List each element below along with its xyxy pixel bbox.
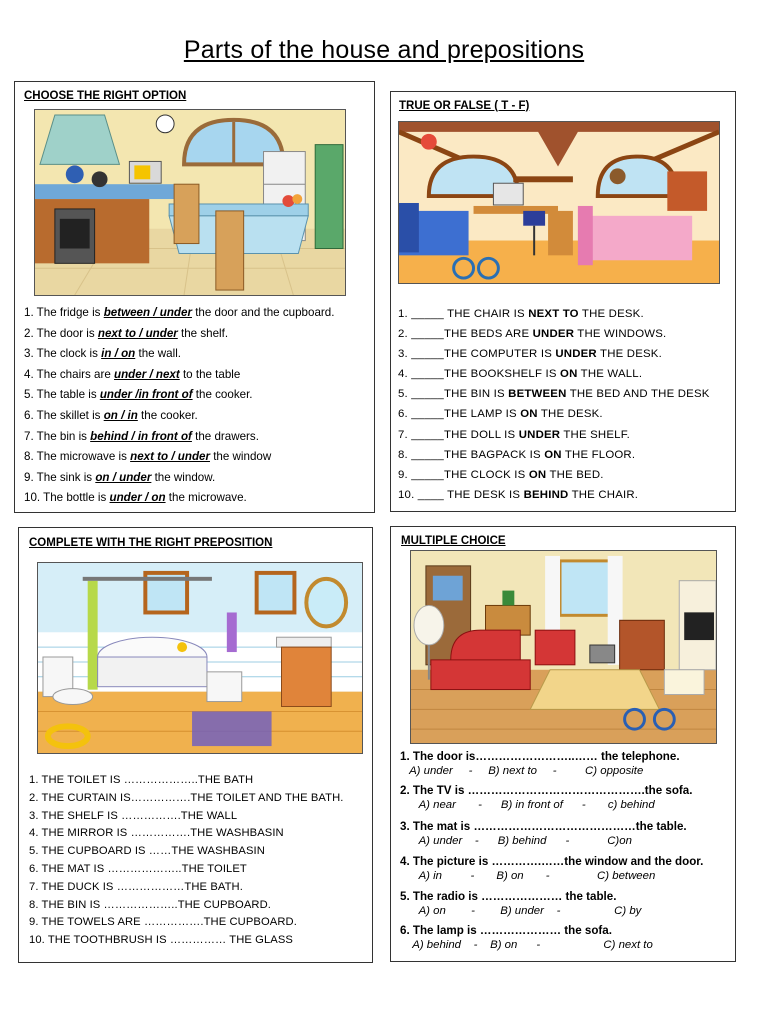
answer-options[interactable]: A) near - B) in front of - c) behind: [400, 799, 655, 811]
list-item: 6. The skillet is on / in the cooker.: [24, 408, 198, 422]
list-item: 6. _____THE LAMP IS ON THE DESK.: [398, 408, 603, 421]
multiple-choice-panel: [390, 526, 736, 962]
list-item: 2. _____THE BEDS ARE UNDER THE WINDOWS.: [398, 328, 667, 341]
list-item: 1. _____ THE CHAIR IS NEXT TO THE DESK.: [398, 308, 644, 320]
answer-options[interactable]: A) behind - B) on - C) next to: [400, 939, 653, 951]
bathroom-illustration: [37, 562, 363, 754]
answer-options[interactable]: under / on: [109, 491, 166, 505]
answer-options[interactable]: A) on - B) under - C) by: [400, 905, 642, 917]
answer-options[interactable]: between / under: [103, 306, 192, 319]
list-item: 4. _____THE BOOKSHELF IS ON THE WALL.: [398, 368, 643, 381]
living-room-illustration: [410, 550, 717, 744]
list-item: 7. _____THE DOLL IS UNDER THE SHELF.: [398, 428, 630, 441]
choose-option-list: [24, 303, 334, 509]
answer-options[interactable]: under /in front of: [99, 388, 193, 402]
answer-options[interactable]: on / under: [95, 470, 152, 484]
question-text: 3. The mat is ……………………………………the table.: [400, 820, 687, 833]
list-item: 5. THE CUPBOARD IS ……THE WASHBASIN: [29, 845, 265, 858]
list-item: 8. _____THE BAGPACK IS ON THE FLOOR.: [398, 448, 636, 461]
true-false-panel: [390, 91, 736, 512]
complete-preposition-panel: [18, 527, 373, 963]
list-item: 9. The sink is on / under the window.: [24, 470, 216, 484]
list-item: 10. THE TOOTHBRUSH IS …………… THE GLASS: [29, 934, 293, 947]
answer-options[interactable]: A) under - B) behind - C)on: [400, 835, 632, 847]
answer-options[interactable]: under / next: [114, 367, 180, 381]
list-item: 5. _____THE BIN IS BETWEEN THE BED AND THE DESK: [398, 388, 710, 401]
list-item: [400, 854, 730, 883]
true-false-list: [398, 304, 710, 505]
list-item: 8. THE BIN IS ………………..THE CUPBOARD.: [29, 898, 271, 911]
list-item: 4. The chairs are under / next to the table: [24, 367, 241, 381]
answer-options[interactable]: on / in: [103, 408, 138, 422]
list-item: 10. ____ THE DESK IS BEHIND THE CHAIR.: [398, 488, 639, 501]
kitchen-illustration: [34, 109, 346, 296]
list-item: 1. THE TOILET IS ………………..THE BATH: [29, 774, 254, 786]
bedroom-illustration: [398, 121, 720, 284]
list-item: [400, 819, 730, 848]
list-item: [400, 889, 730, 918]
page-title: Parts of the house and prepositions: [183, 36, 585, 64]
list-item: 5. The table is under /in front of the cooker.: [24, 388, 253, 402]
list-item: [400, 923, 730, 952]
list-item: 8. The microwave is next to / under the window: [24, 450, 272, 464]
section-heading: CHOOSE THE RIGHT OPTION: [24, 90, 187, 102]
list-item: 3. The clock is in / on the wall.: [24, 347, 182, 361]
answer-options[interactable]: A) in - B) on - C) between: [400, 870, 656, 882]
section-heading: COMPLETE WITH THE RIGHT PREPOSITION: [29, 537, 273, 549]
list-item: 2. The door is next to / under the shelf.: [24, 326, 229, 340]
choose-option-panel: [14, 81, 375, 513]
list-item: 4. THE MIRROR IS …………….THE WASHBASIN: [29, 827, 284, 840]
list-item: 1. The fridge is between / under the door and the cupboard.: [24, 306, 335, 319]
answer-options[interactable]: A) under - B) next to - C) opposite: [400, 765, 644, 777]
list-item: [400, 749, 730, 778]
section-heading: TRUE OR FALSE ( T - F): [399, 100, 530, 112]
list-item: 3. THE SHELF IS …………….THE WALL: [29, 809, 238, 822]
answer-options[interactable]: in / on: [101, 347, 136, 361]
multiple-choice-list: [400, 749, 730, 949]
list-item: 7. The bin is behind / in front of the drawers.: [24, 429, 259, 443]
list-item: 10. The bottle is under / on the microwave.: [24, 491, 247, 505]
question-text: 1. The door is……………………..…… the telephone.: [400, 750, 680, 763]
list-item: 6. THE MAT IS ………………..THE TOILET: [29, 862, 247, 875]
list-item: 9. THE TOWELS ARE …………….THE CUPBOARD.: [29, 916, 297, 929]
answer-options[interactable]: next to / under: [130, 450, 210, 464]
list-item: 9. _____THE CLOCK IS ON THE BED.: [398, 468, 604, 481]
question-text: 2. The TV is ……………………………………….the sofa.: [400, 784, 693, 797]
list-item: 2. THE CURTAIN IS…………….THE TOILET AND THE BATH.: [29, 791, 344, 804]
question-text: 6. The lamp is ………………… the sofa.: [400, 924, 612, 937]
section-heading: MULTIPLE CHOICE: [401, 535, 506, 547]
complete-preposition-list: [29, 772, 343, 950]
list-item: 3. _____THE COMPUTER IS UNDER THE DESK.: [398, 348, 662, 361]
list-item: 7. THE DUCK IS ………………THE BATH.: [29, 880, 243, 893]
list-item: [400, 783, 730, 812]
answer-options[interactable]: behind / in front of: [90, 429, 192, 443]
answer-options[interactable]: next to / under: [97, 326, 178, 340]
question-text: 5. The radio is ………………… the table.: [400, 890, 617, 903]
question-text: 4. The picture is ………….……the window and the door.: [400, 855, 704, 868]
